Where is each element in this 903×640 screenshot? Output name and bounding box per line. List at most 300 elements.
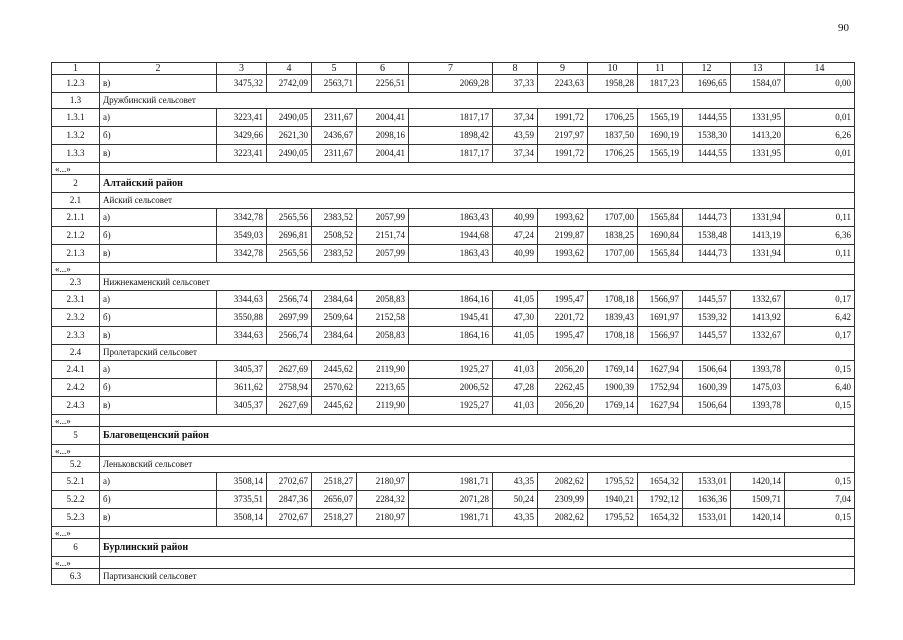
row-value: 1444,73 bbox=[683, 245, 731, 263]
section-row bbox=[52, 275, 855, 291]
row-value: 1566,97 bbox=[638, 291, 683, 309]
row-value: 1944,68 bbox=[409, 227, 493, 245]
row-label: в) bbox=[100, 509, 217, 527]
section-code: 6.3 bbox=[52, 569, 100, 585]
row-code: 5.2.2 bbox=[52, 491, 100, 509]
table-row bbox=[52, 509, 855, 527]
row-value: 0,11 bbox=[785, 209, 855, 227]
row-value: 1539,32 bbox=[683, 309, 731, 327]
row-value: 3550,88 bbox=[217, 309, 267, 327]
header-row bbox=[52, 63, 855, 75]
row-value: 1945,41 bbox=[409, 309, 493, 327]
row-value: 37,34 bbox=[493, 145, 538, 163]
omission-row bbox=[52, 163, 855, 175]
row-value: 1925,27 bbox=[409, 397, 493, 415]
row-value: 1538,48 bbox=[683, 227, 731, 245]
row-value: 3508,14 bbox=[217, 509, 267, 527]
row-value: 1991,72 bbox=[538, 145, 588, 163]
row-value: 1817,17 bbox=[409, 109, 493, 127]
row-value: 2445,62 bbox=[312, 361, 357, 379]
row-value: 2057,99 bbox=[357, 245, 409, 263]
row-code: 2.4.3 bbox=[52, 397, 100, 415]
row-code: 1.3.2 bbox=[52, 127, 100, 145]
row-code: 2.4.1 bbox=[52, 361, 100, 379]
row-value: 1995,47 bbox=[538, 327, 588, 345]
section-code: 5.2 bbox=[52, 457, 100, 473]
header-cell: 6 bbox=[357, 63, 409, 75]
row-value: 3344,63 bbox=[217, 291, 267, 309]
row-value: 1981,71 bbox=[409, 509, 493, 527]
row-code: 5.2.3 bbox=[52, 509, 100, 527]
row-value: 2309,99 bbox=[538, 491, 588, 509]
section-row bbox=[52, 457, 855, 473]
section-row bbox=[52, 93, 855, 109]
row-value: 1707,00 bbox=[588, 209, 638, 227]
row-value: 1706,25 bbox=[588, 145, 638, 163]
row-code: 1.2.3 bbox=[52, 75, 100, 93]
row-label: в) bbox=[100, 145, 217, 163]
row-value: 1445,57 bbox=[683, 327, 731, 345]
row-value: 2058,83 bbox=[357, 327, 409, 345]
omission-filler bbox=[100, 263, 855, 275]
row-label: б) bbox=[100, 309, 217, 327]
row-value: 1444,55 bbox=[683, 109, 731, 127]
row-value: 1331,95 bbox=[731, 109, 785, 127]
row-value: 40,99 bbox=[493, 209, 538, 227]
row-value: 2119,90 bbox=[357, 397, 409, 415]
row-value: 2742,09 bbox=[267, 75, 312, 93]
header-cell: 14 bbox=[785, 63, 855, 75]
row-label: в) bbox=[100, 397, 217, 415]
row-value: 1863,43 bbox=[409, 209, 493, 227]
row-label: в) bbox=[100, 327, 217, 345]
row-value: 1654,32 bbox=[638, 509, 683, 527]
header-cell: 4 bbox=[267, 63, 312, 75]
row-label: а) bbox=[100, 109, 217, 127]
row-value: 1420,14 bbox=[731, 473, 785, 491]
row-value: 37,34 bbox=[493, 109, 538, 127]
row-value: 2197,97 bbox=[538, 127, 588, 145]
row-value: 47,24 bbox=[493, 227, 538, 245]
row-value: 0,15 bbox=[785, 397, 855, 415]
row-code: 1.3.3 bbox=[52, 145, 100, 163]
header-cell: 8 bbox=[493, 63, 538, 75]
row-value: 1958,28 bbox=[588, 75, 638, 93]
row-value: 43,59 bbox=[493, 127, 538, 145]
row-code: 2.1.1 bbox=[52, 209, 100, 227]
row-value: 1898,42 bbox=[409, 127, 493, 145]
row-value: 0,00 bbox=[785, 75, 855, 93]
row-value: 41,03 bbox=[493, 397, 538, 415]
row-value: 2702,67 bbox=[267, 473, 312, 491]
row-value: 3344,63 bbox=[217, 327, 267, 345]
omission-filler bbox=[100, 445, 855, 457]
header-cell: 13 bbox=[731, 63, 785, 75]
header-cell: 12 bbox=[683, 63, 731, 75]
row-value: 2565,56 bbox=[267, 209, 312, 227]
row-label: в) bbox=[100, 75, 217, 93]
omission-row bbox=[52, 527, 855, 539]
row-value: 1444,73 bbox=[683, 209, 731, 227]
table-row bbox=[52, 327, 855, 345]
row-value: 1691,97 bbox=[638, 309, 683, 327]
row-value: 1393,78 bbox=[731, 361, 785, 379]
table-row bbox=[52, 309, 855, 327]
header-cell: 10 bbox=[588, 63, 638, 75]
row-value: 3475,32 bbox=[217, 75, 267, 93]
row-value: 3429,66 bbox=[217, 127, 267, 145]
row-code: 2.1.3 bbox=[52, 245, 100, 263]
row-value: 2565,56 bbox=[267, 245, 312, 263]
section-row bbox=[52, 193, 855, 209]
table-row bbox=[52, 291, 855, 309]
row-value: 1864,16 bbox=[409, 327, 493, 345]
district-row bbox=[52, 427, 855, 445]
row-value: 3611,62 bbox=[217, 379, 267, 397]
omission-row bbox=[52, 415, 855, 427]
table-row bbox=[52, 397, 855, 415]
row-value: 1769,14 bbox=[588, 361, 638, 379]
row-value: 2445,62 bbox=[312, 397, 357, 415]
row-value: 0,01 bbox=[785, 145, 855, 163]
row-value: 2508,52 bbox=[312, 227, 357, 245]
row-value: 1331,94 bbox=[731, 209, 785, 227]
row-value: 1940,21 bbox=[588, 491, 638, 509]
omission-mark: «...» bbox=[52, 445, 100, 457]
row-value: 2627,69 bbox=[267, 361, 312, 379]
row-value: 0,11 bbox=[785, 245, 855, 263]
row-code: 2.1.2 bbox=[52, 227, 100, 245]
row-value: 1708,18 bbox=[588, 291, 638, 309]
row-value: 43,35 bbox=[493, 509, 538, 527]
row-value: 1839,43 bbox=[588, 309, 638, 327]
row-value: 1331,94 bbox=[731, 245, 785, 263]
section-code: 2.1 bbox=[52, 193, 100, 209]
row-value: 3223,41 bbox=[217, 145, 267, 163]
row-value: 2490,05 bbox=[267, 109, 312, 127]
row-value: 2656,07 bbox=[312, 491, 357, 509]
row-value: 2563,71 bbox=[312, 75, 357, 93]
row-value: 2758,94 bbox=[267, 379, 312, 397]
row-value: 1533,01 bbox=[683, 473, 731, 491]
row-value: 2180,97 bbox=[357, 509, 409, 527]
row-value: 1565,84 bbox=[638, 209, 683, 227]
row-value: 0,15 bbox=[785, 509, 855, 527]
row-value: 1509,71 bbox=[731, 491, 785, 509]
row-value: 1600,39 bbox=[683, 379, 731, 397]
table-row bbox=[52, 227, 855, 245]
row-value: 0,01 bbox=[785, 109, 855, 127]
row-value: 47,28 bbox=[493, 379, 538, 397]
row-value: 2284,32 bbox=[357, 491, 409, 509]
row-value: 2180,97 bbox=[357, 473, 409, 491]
row-value: 2213,65 bbox=[357, 379, 409, 397]
row-value: 2069,28 bbox=[409, 75, 493, 93]
row-value: 0,15 bbox=[785, 361, 855, 379]
row-value: 1584,07 bbox=[731, 75, 785, 93]
section-name: Леньковский сельсовет bbox=[100, 457, 855, 473]
row-value: 2006,52 bbox=[409, 379, 493, 397]
table-row bbox=[52, 127, 855, 145]
row-value: 3405,37 bbox=[217, 361, 267, 379]
row-value: 2152,58 bbox=[357, 309, 409, 327]
row-label: б) bbox=[100, 127, 217, 145]
row-code: 2.3.2 bbox=[52, 309, 100, 327]
row-label: б) bbox=[100, 227, 217, 245]
row-value: 0,15 bbox=[785, 473, 855, 491]
row-value: 1566,97 bbox=[638, 327, 683, 345]
row-value: 1991,72 bbox=[538, 109, 588, 127]
row-code: 2.3.3 bbox=[52, 327, 100, 345]
row-value: 2082,62 bbox=[538, 509, 588, 527]
row-label: б) bbox=[100, 379, 217, 397]
row-value: 2627,69 bbox=[267, 397, 312, 415]
tariff-table bbox=[51, 62, 855, 585]
header-cell: 5 bbox=[312, 63, 357, 75]
table-row bbox=[52, 245, 855, 263]
table-row bbox=[52, 209, 855, 227]
row-value: 2697,99 bbox=[267, 309, 312, 327]
district-row bbox=[52, 539, 855, 557]
row-value: 1332,67 bbox=[731, 291, 785, 309]
row-value: 2570,62 bbox=[312, 379, 357, 397]
row-value: 2098,16 bbox=[357, 127, 409, 145]
row-value: 1690,19 bbox=[638, 127, 683, 145]
row-value: 3223,41 bbox=[217, 109, 267, 127]
row-value: 2082,62 bbox=[538, 473, 588, 491]
row-label: а) bbox=[100, 209, 217, 227]
table-row bbox=[52, 145, 855, 163]
row-value: 2071,28 bbox=[409, 491, 493, 509]
row-value: 0,17 bbox=[785, 291, 855, 309]
row-value: 1413,92 bbox=[731, 309, 785, 327]
district-code: 2 bbox=[52, 175, 100, 193]
omission-filler bbox=[100, 415, 855, 427]
row-value: 2847,36 bbox=[267, 491, 312, 509]
omission-row bbox=[52, 445, 855, 457]
row-value: 2311,67 bbox=[312, 145, 357, 163]
row-label: а) bbox=[100, 291, 217, 309]
row-value: 1817,17 bbox=[409, 145, 493, 163]
district-name: Алтайский район bbox=[100, 175, 855, 193]
row-label: в) bbox=[100, 245, 217, 263]
row-value: 2566,74 bbox=[267, 291, 312, 309]
header-cell: 11 bbox=[638, 63, 683, 75]
row-value: 3342,78 bbox=[217, 245, 267, 263]
section-name: Нижнекаменский сельсовет bbox=[100, 275, 855, 291]
section-name: Пролетарский сельсовет bbox=[100, 345, 855, 361]
row-value: 1769,14 bbox=[588, 397, 638, 415]
row-value: 1752,94 bbox=[638, 379, 683, 397]
page-number: 90 bbox=[838, 22, 849, 34]
row-value: 2004,41 bbox=[357, 145, 409, 163]
row-value: 0,17 bbox=[785, 327, 855, 345]
row-value: 1792,12 bbox=[638, 491, 683, 509]
table-row bbox=[52, 109, 855, 127]
row-value: 6,36 bbox=[785, 227, 855, 245]
section-name: Дружбинский сельсовет bbox=[100, 93, 855, 109]
section-row bbox=[52, 345, 855, 361]
district-name: Бурлинский район bbox=[100, 539, 855, 557]
section-code: 2.3 bbox=[52, 275, 100, 291]
row-value: 1995,47 bbox=[538, 291, 588, 309]
row-value: 1533,01 bbox=[683, 509, 731, 527]
row-value: 1838,25 bbox=[588, 227, 638, 245]
header-cell: 9 bbox=[538, 63, 588, 75]
header-cell: 7 bbox=[409, 63, 493, 75]
row-code: 1.3.1 bbox=[52, 109, 100, 127]
row-value: 1506,64 bbox=[683, 361, 731, 379]
omission-mark: «...» bbox=[52, 263, 100, 275]
omission-mark: «...» bbox=[52, 527, 100, 539]
section-name: Айский сельсовет bbox=[100, 193, 855, 209]
row-value: 6,26 bbox=[785, 127, 855, 145]
row-value: 1475,03 bbox=[731, 379, 785, 397]
row-value: 3342,78 bbox=[217, 209, 267, 227]
row-value: 2518,27 bbox=[312, 509, 357, 527]
district-code: 5 bbox=[52, 427, 100, 445]
row-value: 1413,19 bbox=[731, 227, 785, 245]
section-row bbox=[52, 569, 855, 585]
row-value: 1565,19 bbox=[638, 109, 683, 127]
row-code: 2.4.2 bbox=[52, 379, 100, 397]
table-row bbox=[52, 379, 855, 397]
row-value: 43,35 bbox=[493, 473, 538, 491]
table-row bbox=[52, 491, 855, 509]
row-value: 2256,51 bbox=[357, 75, 409, 93]
row-value: 41,05 bbox=[493, 327, 538, 345]
header-cell: 3 bbox=[217, 63, 267, 75]
row-value: 7,04 bbox=[785, 491, 855, 509]
omission-filler bbox=[100, 163, 855, 175]
row-value: 41,03 bbox=[493, 361, 538, 379]
row-value: 1696,65 bbox=[683, 75, 731, 93]
row-value: 1413,20 bbox=[731, 127, 785, 145]
row-value: 6,40 bbox=[785, 379, 855, 397]
row-value: 2058,83 bbox=[357, 291, 409, 309]
row-value: 1817,23 bbox=[638, 75, 683, 93]
row-value: 3508,14 bbox=[217, 473, 267, 491]
row-value: 2384,64 bbox=[312, 291, 357, 309]
row-value: 2518,27 bbox=[312, 473, 357, 491]
row-value: 2702,67 bbox=[267, 509, 312, 527]
row-value: 41,05 bbox=[493, 291, 538, 309]
row-value: 2057,99 bbox=[357, 209, 409, 227]
row-value: 2056,20 bbox=[538, 361, 588, 379]
row-label: б) bbox=[100, 491, 217, 509]
omission-filler bbox=[100, 557, 855, 569]
row-value: 1864,16 bbox=[409, 291, 493, 309]
district-code: 6 bbox=[52, 539, 100, 557]
row-value: 1565,84 bbox=[638, 245, 683, 263]
table-row bbox=[52, 361, 855, 379]
row-value: 1837,50 bbox=[588, 127, 638, 145]
row-value: 1900,39 bbox=[588, 379, 638, 397]
row-value: 1708,18 bbox=[588, 327, 638, 345]
row-value: 1627,94 bbox=[638, 361, 683, 379]
row-value: 50,24 bbox=[493, 491, 538, 509]
omission-row bbox=[52, 263, 855, 275]
omission-mark: «...» bbox=[52, 415, 100, 427]
row-value: 1981,71 bbox=[409, 473, 493, 491]
row-value: 3735,51 bbox=[217, 491, 267, 509]
district-row bbox=[52, 175, 855, 193]
omission-filler bbox=[100, 527, 855, 539]
row-value: 40,99 bbox=[493, 245, 538, 263]
header-cell: 1 bbox=[52, 63, 100, 75]
row-value: 1420,14 bbox=[731, 509, 785, 527]
row-value: 47,30 bbox=[493, 309, 538, 327]
row-value: 1636,36 bbox=[683, 491, 731, 509]
header-cell: 2 bbox=[100, 63, 217, 75]
omission-mark: «...» bbox=[52, 557, 100, 569]
row-value: 1795,52 bbox=[588, 473, 638, 491]
row-value: 2383,52 bbox=[312, 209, 357, 227]
row-value: 3405,37 bbox=[217, 397, 267, 415]
row-value: 37,33 bbox=[493, 75, 538, 93]
row-value: 2509,64 bbox=[312, 309, 357, 327]
row-value: 1331,95 bbox=[731, 145, 785, 163]
row-value: 1925,27 bbox=[409, 361, 493, 379]
row-value: 2436,67 bbox=[312, 127, 357, 145]
row-code: 2.3.1 bbox=[52, 291, 100, 309]
row-value: 2490,05 bbox=[267, 145, 312, 163]
row-value: 2262,45 bbox=[538, 379, 588, 397]
omission-mark: «...» bbox=[52, 163, 100, 175]
row-value: 1627,94 bbox=[638, 397, 683, 415]
section-code: 1.3 bbox=[52, 93, 100, 109]
row-value: 1445,57 bbox=[683, 291, 731, 309]
row-value: 2243,63 bbox=[538, 75, 588, 93]
omission-row bbox=[52, 557, 855, 569]
row-value: 1506,64 bbox=[683, 397, 731, 415]
row-value: 2384,64 bbox=[312, 327, 357, 345]
row-value: 1706,25 bbox=[588, 109, 638, 127]
row-value: 2566,74 bbox=[267, 327, 312, 345]
row-value: 1654,32 bbox=[638, 473, 683, 491]
row-value: 1444,55 bbox=[683, 145, 731, 163]
row-value: 2201,72 bbox=[538, 309, 588, 327]
row-value: 1795,52 bbox=[588, 509, 638, 527]
row-label: а) bbox=[100, 361, 217, 379]
row-value: 1332,67 bbox=[731, 327, 785, 345]
row-value: 6,42 bbox=[785, 309, 855, 327]
row-value: 2311,67 bbox=[312, 109, 357, 127]
section-code: 2.4 bbox=[52, 345, 100, 361]
row-value: 2696,81 bbox=[267, 227, 312, 245]
row-value: 1690,84 bbox=[638, 227, 683, 245]
row-value: 1538,30 bbox=[683, 127, 731, 145]
row-value: 2199,87 bbox=[538, 227, 588, 245]
row-value: 1863,43 bbox=[409, 245, 493, 263]
row-code: 5.2.1 bbox=[52, 473, 100, 491]
section-name: Партизанский сельсовет bbox=[100, 569, 855, 585]
row-value: 1565,19 bbox=[638, 145, 683, 163]
table-row bbox=[52, 75, 855, 93]
row-value: 2119,90 bbox=[357, 361, 409, 379]
row-value: 3549,03 bbox=[217, 227, 267, 245]
row-value: 2383,52 bbox=[312, 245, 357, 263]
table-row bbox=[52, 473, 855, 491]
row-value: 2621,30 bbox=[267, 127, 312, 145]
row-value: 2004,41 bbox=[357, 109, 409, 127]
row-label: а) bbox=[100, 473, 217, 491]
row-value: 2056,20 bbox=[538, 397, 588, 415]
district-name: Благовещенский район bbox=[100, 427, 855, 445]
row-value: 1393,78 bbox=[731, 397, 785, 415]
row-value: 1993,62 bbox=[538, 245, 588, 263]
row-value: 1707,00 bbox=[588, 245, 638, 263]
